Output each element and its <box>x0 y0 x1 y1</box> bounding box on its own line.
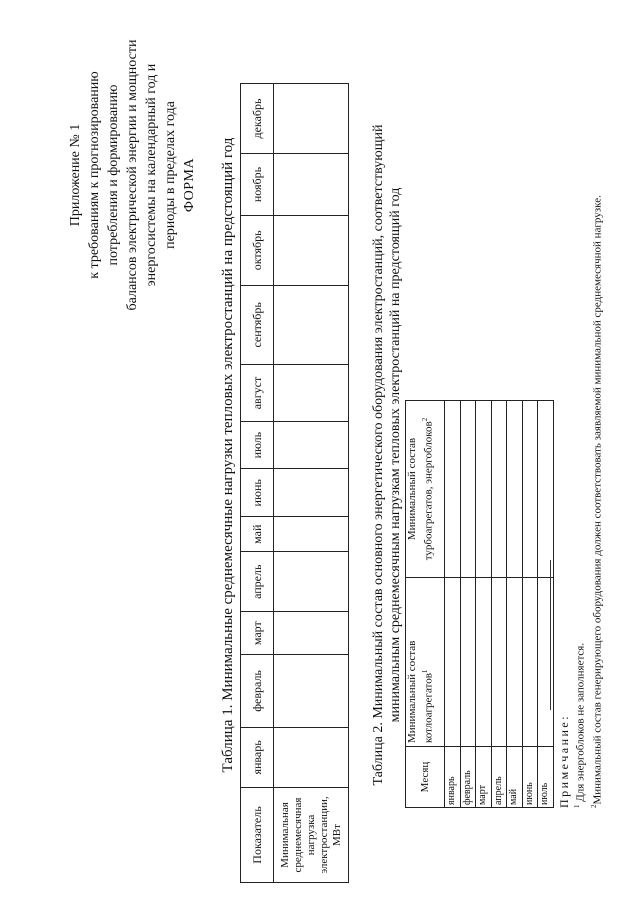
turbines-label: Минимальный состав турбоагрегатов, энергоблоков <box>406 421 435 561</box>
table1-header-month: ноябрь <box>241 154 274 216</box>
table1-cell <box>274 154 349 216</box>
notes-heading: Примечание: <box>557 713 571 808</box>
table1-cell <box>274 215 349 285</box>
table2-cell <box>445 401 461 578</box>
table2-cell <box>460 401 476 578</box>
table-row <box>460 401 476 808</box>
table2-month: июнь <box>522 747 538 808</box>
table2-header-turbines <box>406 401 445 578</box>
appendix-header <box>66 5 180 345</box>
header-line: Приложение № 1 <box>68 123 83 227</box>
boilers-label: Минимальный состав котлоагрегатов <box>406 640 435 743</box>
table1-header-month: апрель <box>241 552 274 612</box>
table2-title-line: Таблица 2. Минимальный состав основного энергетического оборудования электростанций, соответствующий <box>371 124 386 786</box>
notes <box>558 8 604 808</box>
table1-data-row <box>274 84 349 883</box>
table2-cell <box>491 578 507 747</box>
table1-header-month: февраль <box>241 654 274 727</box>
table1-cell <box>274 422 349 469</box>
table1-header-month: октябрь <box>241 215 274 285</box>
form-label: ФОРМА <box>182 157 197 213</box>
header-line: потребления и формированию <box>106 84 121 266</box>
table2-cell <box>491 401 507 578</box>
table2-cell <box>507 578 523 747</box>
table1-cell <box>274 552 349 612</box>
table2-month: январь <box>445 747 461 808</box>
table2-cell <box>507 401 523 578</box>
header-line: балансов электрической энергии и мощности <box>125 39 140 311</box>
table2-month: апрель <box>491 747 507 808</box>
table2-header-row <box>406 401 445 808</box>
header-line: к требованиям к прогнозированию <box>87 71 102 279</box>
table1-cell <box>274 285 349 364</box>
table1-header-month: март <box>241 612 274 655</box>
table1-cell <box>274 84 349 154</box>
table1-cell <box>274 654 349 727</box>
table2-month: февраль <box>460 747 476 808</box>
table1-header-month: июнь <box>241 469 274 517</box>
table1-header-month: июль <box>241 422 274 469</box>
table1-header-month: август <box>241 364 274 421</box>
table-row <box>507 401 523 808</box>
footnote-mark: 2 <box>589 804 598 808</box>
table1-header-month: сентябрь <box>241 285 274 364</box>
table2 <box>405 400 554 808</box>
note-1-text: Для энергоблоков не заполняется. <box>574 642 587 802</box>
header-line: периоды в пределах года <box>163 101 178 249</box>
table1-header-month: май <box>241 517 274 552</box>
table1-row-label: Минимальная среднемесячная нагрузка электростанции, МВт <box>274 788 349 883</box>
table1-cell <box>274 469 349 517</box>
table1-header-indicator: Показатель <box>241 788 274 883</box>
table2-cell <box>538 401 554 578</box>
table2-cell <box>522 578 538 747</box>
table1 <box>240 83 349 883</box>
table-row <box>445 401 461 808</box>
note-1 <box>571 8 588 808</box>
table1-header-month: декабрь <box>241 84 274 154</box>
table-row <box>491 401 507 808</box>
note-2-text: Минимальный состав генерирующего оборудования должен соответствовать заявляемой минимальной среднемесячной нагрузке. <box>591 195 604 805</box>
table2-cell <box>476 401 492 578</box>
table1-header-month: январь <box>241 727 274 787</box>
table2-month: май <box>507 747 523 808</box>
table2-header-boilers <box>406 578 445 747</box>
table2-cell <box>460 578 476 747</box>
table2-header-month: Месяц <box>406 747 445 808</box>
table1-cell <box>274 612 349 655</box>
table2-month: март <box>476 747 492 808</box>
table2-month: июль <box>538 747 554 808</box>
table2-title <box>370 35 404 875</box>
footnote-mark: 1 <box>573 804 581 808</box>
table1-title: Таблица 1. Минимальные среднемесячные нагрузки тепловых электростанций на предстоящий год <box>220 137 236 773</box>
table2-title-line: минимальным среднемесячным нагрузкам тепловых электростанций на предстоящий год <box>388 187 403 723</box>
table1-cell <box>274 364 349 421</box>
header-line: энергосистемы на календарный год и <box>144 63 159 287</box>
table1-cell <box>274 517 349 552</box>
table2-cell <box>476 578 492 747</box>
table-row <box>476 401 492 808</box>
table2-cell <box>445 578 461 747</box>
note-2 <box>588 8 605 808</box>
table-row <box>522 401 538 808</box>
footnote-separator <box>550 560 551 710</box>
footnote-mark: 1 <box>421 669 429 674</box>
table1-cell <box>274 727 349 787</box>
footnote-mark: 2 <box>421 417 429 422</box>
table1-header-row <box>241 84 274 883</box>
table2-cell <box>522 401 538 578</box>
